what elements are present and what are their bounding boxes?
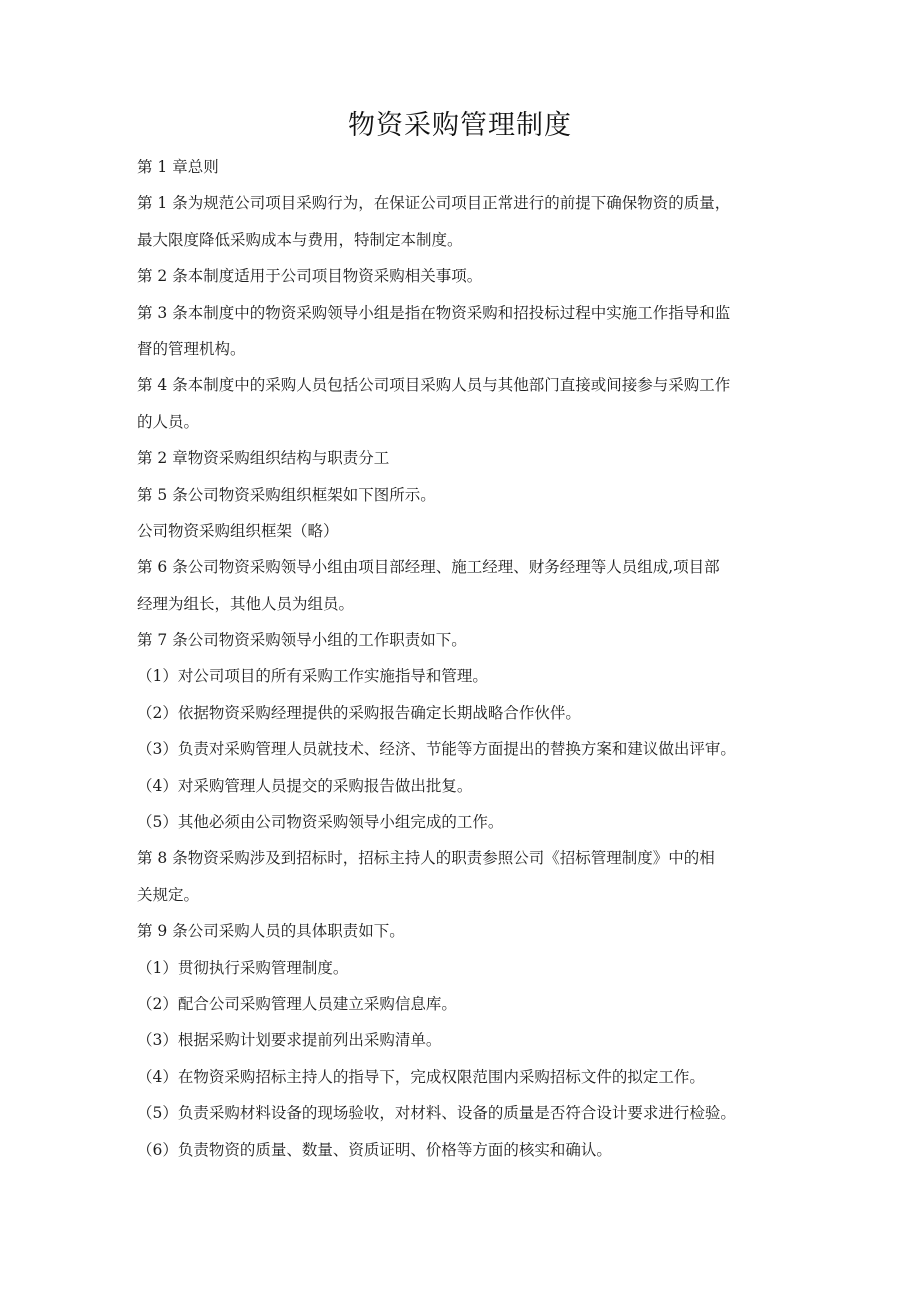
article-5: 第 5 条公司物资采购组织框架如下图所示。 (137, 485, 436, 504)
document-title: 物资采购管理制度 (348, 110, 572, 141)
article-2: 第 2 条本制度适用于公司项目物资采购相关事项。 (137, 267, 483, 286)
org-chart-placeholder: 公司物资采购组织框架（略） (137, 521, 339, 540)
article-6-line-2: 经理为组长，其他人员为组员。 (137, 594, 355, 613)
article-7-item-1: （1）对公司项目的所有采购工作实施指导和管理。 (137, 667, 488, 686)
article-7-item-2: （2）依据物资采购经理提供的采购报告确定长期战略合作伙伴。 (137, 703, 581, 722)
article-7: 第 7 条公司物资采购领导小组的工作职责如下。 (137, 631, 467, 650)
article-1-line-1: 第 1 条为规范公司项目采购行为，在保证公司项目正常进行的前提下确保物资的质量， (137, 194, 731, 213)
document-body (137, 155, 817, 1174)
article-9-item-4: （4）在物资采购招标主持人的指导下，完成权限范围内采购招标文件的拟定工作。 (137, 1067, 705, 1086)
article-9-item-6: （6）负责物资的质量、数量、资质证明、价格等方面的核实和确认。 (137, 1140, 612, 1159)
article-7-item-3: （3）负责对采购管理人员就技术、经济、节能等方面提出的替换方案和建议做出评审。 (137, 740, 736, 759)
article-7-item-4: （4）对采购管理人员提交的采购报告做出批复。 (137, 776, 473, 795)
article-8-line-2: 关规定。 (137, 885, 200, 904)
article-8-line-1: 第 8 条物资采购涉及到招标时，招标主持人的职责参照公司《招标管理制度》中的相 (137, 849, 715, 868)
chapter-1-heading: 第 1 章总则 (137, 158, 219, 176)
article-3-line-2: 督的管理机构。 (137, 339, 246, 358)
article-9: 第 9 条公司采购人员的具体职责如下。 (137, 922, 405, 941)
article-3-line-1: 第 3 条本制度中的物资采购领导小组是指在物资采购和招投标过程中实施工作指导和监 (137, 303, 731, 322)
article-4-line-2: 的人员。 (137, 412, 200, 431)
article-4-line-1: 第 4 条本制度中的采购人员包括公司项目采购人员与其他部门直接或间接参与采购工作 (137, 376, 731, 395)
article-6-line-1: 第 6 条公司物资采购领导小组由项目部经理、施工经理、财务经理等人员组成,项目部 (137, 558, 720, 577)
article-9-item-5: （5）负责采购材料设备的现场验收，对材料、设备的质量是否符合设计要求进行检验。 (137, 1104, 736, 1123)
article-9-item-2: （2）配合公司采购管理人员建立采购信息库。 (137, 994, 457, 1013)
article-7-item-5: （5）其他必须由公司物资采购领导小组完成的工作。 (137, 813, 504, 832)
article-9-item-1: （1）贯彻执行采购管理制度。 (137, 958, 349, 977)
article-9-item-3: （3）根据采购计划要求提前列出采购清单。 (137, 1031, 442, 1050)
article-1-line-2: 最大限度降低采购成本与费用，特制定本制度。 (137, 230, 463, 249)
chapter-2-heading: 第 2 章物资采购组织结构与职责分工 (137, 449, 390, 468)
